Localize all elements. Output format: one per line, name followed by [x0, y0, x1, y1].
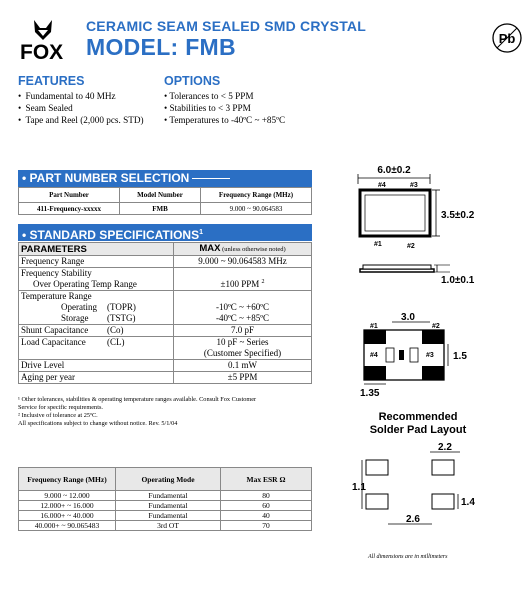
- fox-logo: [18, 18, 80, 62]
- solder-dim: 2.6: [406, 514, 420, 525]
- list-item: • Seam Sealed: [18, 103, 73, 113]
- solder-dim: 1.1: [352, 482, 366, 493]
- table-row: Shunt Capacitance (Co) 7.0 pF: [19, 325, 312, 337]
- list-item: • Stabilities to < 3 PPM: [164, 103, 251, 113]
- table-row: Aging per year ±5 PPM: [19, 372, 312, 384]
- pin-label: #4: [378, 182, 386, 189]
- table-row: Temperature Range Operating (TOPR) Storage (TSTG) -10ºC ~ +60ºC -40ºC ~ +85ºC: [19, 291, 312, 325]
- features-title: FEATURES: [18, 74, 85, 88]
- dimension-note: All dimensions are in millimeters: [368, 554, 448, 560]
- pitch-dim: 3.0: [401, 312, 415, 323]
- top-view: [358, 165, 475, 250]
- pad-height-dim: 1.5: [453, 351, 467, 362]
- features-list: [18, 90, 144, 126]
- lead-free-badge: [491, 22, 523, 54]
- spec-notes: ¹ Other tolerances, stabilities & operating temperature ranges available. Consult Fox Customer Service for specific requirements. ² Inclusive of tolerance at 25ºC. All specifications subject to change without notice. Rev. 5/1/04: [18, 396, 257, 427]
- pin-label: #1: [370, 323, 378, 330]
- pin-label: #3: [410, 182, 418, 189]
- pb-text: Pb: [498, 31, 516, 46]
- table-row: 12.000+ ~ 16.000 Fundamental 60: [19, 501, 312, 511]
- pin-label: #2: [432, 323, 440, 330]
- fox-head-icon: [34, 20, 52, 40]
- list-item: • Temperatures to -40ºC ~ +85ºC: [164, 115, 286, 125]
- table-row: Load Capacitance (CL) 10 pF ~ Series (Customer Specified): [19, 337, 312, 360]
- pin-label: #4: [370, 352, 378, 359]
- table-row: 9.000 ~ 12.000 Fundamental 80: [19, 491, 312, 501]
- list-item: • Fundamental to 40 MHz: [18, 91, 116, 101]
- specifications-table: PARAMETERS MAX (unless otherwise noted) Frequency Range 9.000 ~ 90.064583 MHz Frequency Stability Over Operating Temp Range ±100 PPM $^2$ Temperature Range Operating (TOPR) Storage (TSTG) -10ºC ~ +60ºC -40ºC ~ +85ºC Shunt Capacitance (Co) 7.0 pF Load Capacitance (CL) 10 pF ~ Series (Customer Specified) Drive Level 0.1 mW Aging per year ±5 PPM: [18, 242, 312, 384]
- list-item: • Tolerances to < 5 PPM: [164, 91, 254, 101]
- table-header: Operating Mode: [116, 468, 221, 491]
- list-item: • Tape and Reel (2,000 pcs. STD): [18, 115, 144, 125]
- solder-pad-layout: [352, 411, 475, 525]
- thickness-dim: 1.0±0.1: [441, 275, 475, 286]
- specs-header: • STANDARD SPECIFICATIONS$^1$: [18, 224, 312, 241]
- table-header: Frequency Range (MHz): [19, 468, 116, 491]
- solder-dim: 1.4: [461, 497, 475, 508]
- table-header: Model Number: [120, 188, 201, 203]
- pin-label: #3: [426, 352, 434, 359]
- brand-text: FOX: [20, 41, 64, 62]
- solder-title-2: Solder Pad Layout: [369, 424, 467, 436]
- part-number-header: • PART NUMBER SELECTION: [18, 170, 312, 187]
- pad-width-dim: 1.35: [360, 388, 380, 399]
- table-row: Frequency Range 9.000 ~ 90.064583 MHz: [19, 256, 312, 268]
- table-header: Frequency Range (MHz): [201, 188, 312, 203]
- table-row: 40.000+ ~ 90.065483 3rd OT 70: [19, 521, 312, 531]
- model-title: MODEL: FMB: [86, 34, 236, 60]
- side-view: [360, 265, 475, 286]
- table-row: 411-Frequency-xxxxx FMB 9.000 ~ 90.064583: [19, 203, 312, 215]
- pin-label: #1: [374, 241, 382, 248]
- solder-dim: 2.2: [438, 442, 452, 453]
- esr-table: [18, 467, 312, 531]
- table-row: Drive Level 0.1 mW: [19, 360, 312, 372]
- options-list: [164, 90, 285, 126]
- product-category: CERAMIC SEAM SEALED SMD CRYSTAL: [86, 18, 366, 34]
- param-header: PARAMETERS: [19, 243, 174, 256]
- height-dim: 3.5±0.2: [441, 210, 475, 221]
- bottom-view: [360, 312, 467, 399]
- table-header: Part Number: [19, 188, 120, 203]
- part-number-table: [18, 187, 312, 215]
- table-row: Frequency Stability Over Operating Temp Range ±100 PPM $^2$: [19, 268, 312, 291]
- table-header: Max ESR Ω: [221, 468, 312, 491]
- table-row: 16.000+ ~ 40.000 Fundamental 40: [19, 511, 312, 521]
- options-title: OPTIONS: [164, 74, 221, 88]
- width-dim: 6.0±0.2: [377, 165, 411, 176]
- pin-label: #2: [407, 243, 415, 250]
- mechanical-drawing: [340, 160, 529, 600]
- solder-title: Recommended: [378, 411, 458, 423]
